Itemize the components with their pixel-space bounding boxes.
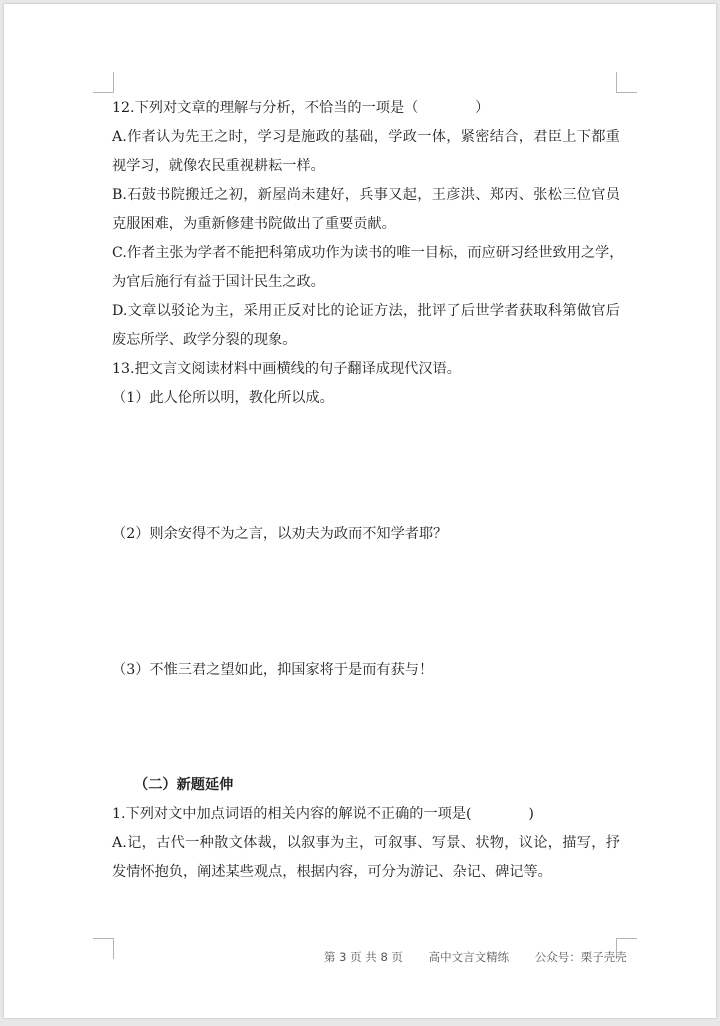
answer-space-1 (112, 413, 620, 520)
footer-page-info: 第 3 页 共 8 页 (324, 950, 403, 964)
section-question-1-option-a-line-1: A.记，古代一种散文体裁，以叙事为主，可叙事、写景、状物，议论，描写，抒 (112, 835, 620, 851)
question-13-sentence-1: （1）此人伦所以明，教化所以成。 (112, 390, 334, 406)
crop-mark-top-left (93, 72, 114, 93)
answer-space-3 (112, 685, 620, 771)
question-13-sentence-3: （3）不惟三君之望如此，抑国家将于是而有获与！ (112, 662, 434, 678)
crop-mark-bottom-left (93, 938, 114, 959)
footer-doc-title: 高中文言文精练 (428, 950, 510, 964)
question-12-option-c-line-1: C.作者主张为学者不能把科第成功作为读书的唯一目标，而应研习经世致用之学， (112, 245, 624, 261)
answer-space-2 (112, 549, 620, 656)
question-12-option-d-line-2: 废忘所学、政学分裂的现象。 (112, 332, 297, 348)
question-13-sentence-2: （2）则余安得不为之言，以劝夫为政而不知学者耶？ (112, 526, 448, 542)
section-question-1-stem: 1.下列对文中加点词语的相关内容的解说不正确的一项是( ) (112, 806, 534, 822)
question-12-option-d-line-1: D.文章以驳论为主，采用正反对比的论证方法，批评了后世学者获取科第做官后 (112, 303, 620, 319)
question-12-stem: 12.下列对文章的理解与分析，不恰当的一项是（ ） (112, 100, 490, 116)
footer-account: 公众号：栗子壳壳 (534, 950, 627, 964)
question-12-option-a-line-2: 视学习，就像农民重视耕耘一样。 (112, 158, 325, 174)
document-body (112, 94, 624, 887)
section-question-1-option-a-line-2: 发情怀抱负，阐述某些观点，根据内容，可分为游记、杂记、碑记等。 (112, 864, 552, 880)
crop-mark-top-right (616, 72, 637, 93)
section-heading: （二）新题延伸 (134, 777, 234, 793)
question-12-option-b-line-2: 克服困难，为重新修建书院做出了重要贡献。 (112, 216, 396, 232)
page-footer (324, 949, 627, 965)
question-12-option-a-line-1: A.作者认为先王之时，学习是施政的基础，学政一体，紧密结合，君臣上下都重 (112, 129, 620, 145)
question-13-stem: 13.把文言文阅读材料中画横线的句子翻译成现代汉语。 (112, 361, 461, 377)
document-page (4, 4, 716, 1018)
question-12-option-b-line-1: B.石鼓书院搬迁之初，新屋尚未建好，兵事又起，王彦洪、郑丙、张松三位官员 (112, 187, 620, 203)
question-12-option-c-line-2: 为官后施行有益于国计民生之政。 (112, 274, 325, 290)
